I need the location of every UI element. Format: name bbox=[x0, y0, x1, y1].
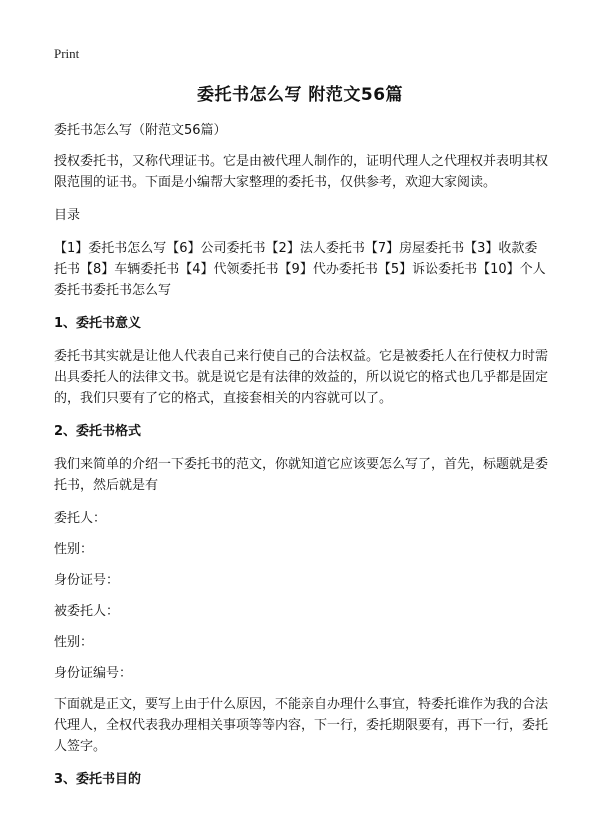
toc-label: 目录 bbox=[54, 208, 81, 223]
field-id-serial: 身份证编号： bbox=[54, 666, 133, 681]
section-heading-1: 1、委托书意义 bbox=[54, 316, 142, 331]
section-heading-2: 2、委托书格式 bbox=[54, 424, 142, 439]
section-text-1: 委托书其实就是让他人代表自己来行使自己的合法权益。它是被委托人在行使权力时需出具委托人的法律文书。就是说它是有法律的效益的，所以说它的格式也几乎都是固定的，我们只要有了它的格式，直接套相关的内容就可以了。 bbox=[54, 349, 549, 406]
field-principal: 委托人： bbox=[54, 511, 107, 526]
toc-list: 【1】委托书怎么写【6】公司委托书【2】法人委托书【7】房屋委托书【3】收款委托书【8】车辆委托书【4】代领委托书【9】代办委托书【5】诉讼委托书【10】个人委托书委托书怎么写 bbox=[54, 241, 546, 298]
section-heading-3: 3、委托书目的 bbox=[54, 772, 142, 787]
field-id-number: 身份证号： bbox=[54, 573, 120, 588]
document-subtitle: 委托书怎么写（附范文56篇） bbox=[54, 123, 227, 138]
section-text-2: 我们来简单的介绍一下委托书的范文，你就知道它应该要怎么写了，首先，标题就是委托书，然后就是有 bbox=[54, 457, 549, 493]
document-title: 委托书怎么写 附范文56篇 bbox=[196, 85, 404, 105]
field-gender-1: 性别： bbox=[54, 542, 94, 557]
intro-paragraph: 授权委托书，又称代理证书。它是由被代理人制作的，证明代理人之代理权并表明其权限范围的证书。下面是小编帮大家整理的委托书，仅供参考，欢迎大家阅读。 bbox=[54, 154, 549, 190]
closing-paragraph: 下面就是正文，要写上由于什么原因，不能亲自办理什么事宜，特委托谁作为我的合法代理人，全权代表我办理相关事项等等内容，下一行，委托期限要有，再下一行，委托人签字。 bbox=[54, 697, 549, 754]
field-agent: 被委托人： bbox=[54, 604, 120, 619]
print-label: Print bbox=[54, 46, 80, 61]
field-gender-2: 性别： bbox=[54, 635, 94, 650]
document-body bbox=[54, 120, 548, 802]
